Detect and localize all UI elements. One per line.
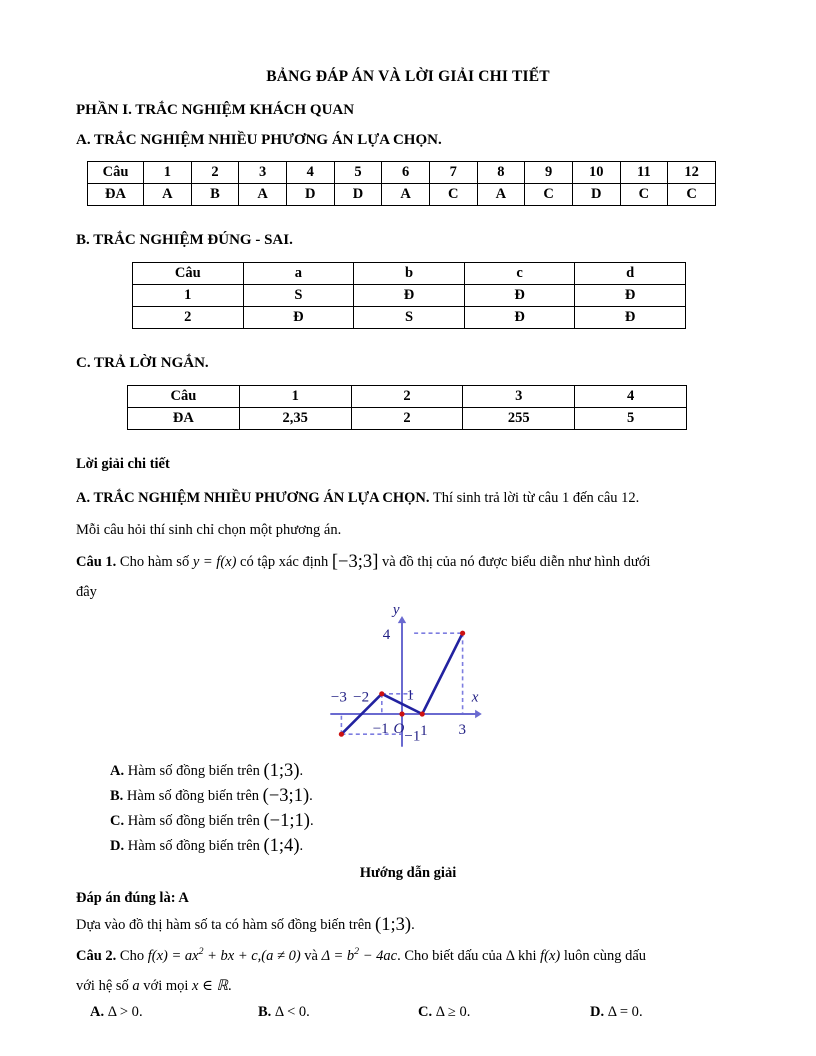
question-1-option-c[interactable] [76, 810, 740, 832]
shortanswer-table [127, 385, 687, 430]
question-2-text-4: khi [514, 947, 541, 964]
document-content [76, 68, 740, 1021]
table-row [88, 184, 716, 206]
sa-row-label-question: Câu [128, 386, 240, 408]
x-tick-1: 1 [420, 723, 428, 740]
solutions-section-a-rest: Thí sinh trả lời từ câu 1 đến câu 12. [429, 490, 640, 507]
section-c-heading: C. TRẢ LỜI NGẮN. [76, 355, 209, 371]
option-text: Δ < 0 [271, 1003, 307, 1020]
shortanswer-answer-cell: 255 [463, 408, 575, 430]
question-2-delta-symbol: Δ [505, 947, 515, 964]
mcq-answer-table [87, 161, 716, 206]
truefalse-header-cell: c [464, 263, 575, 285]
mcq-question-number: 10 [572, 162, 620, 184]
option-period: . [299, 763, 304, 780]
table-row [133, 285, 686, 307]
option-text: Hàm số đồng biến trên [124, 763, 264, 780]
option-interval: (−1;1) [263, 810, 310, 832]
option-letter: A. [110, 763, 125, 780]
question-2-option-a[interactable] [90, 1004, 258, 1021]
option-period: . [138, 1003, 143, 1020]
shortanswer-answer-cell: 2,35 [239, 408, 351, 430]
table-row [88, 162, 716, 184]
question-1-statement-cont: đây [76, 584, 97, 601]
question-1-option-b[interactable] [76, 785, 740, 807]
question-2-option-c[interactable] [418, 1004, 590, 1021]
section-a-heading: A. TRẮC NGHIỆM NHIỀU PHƯƠNG ÁN LỰA CHỌN. [76, 132, 442, 148]
option-text: Hàm số đồng biến trên [123, 788, 263, 805]
question-1-formula-2: [−3;3] [331, 551, 379, 573]
page-title: BẢNG ĐÁP ÁN VÀ LỜI GIẢI CHI TIẾT [266, 68, 550, 85]
mcq-question-number: 11 [620, 162, 668, 184]
table-row [133, 307, 686, 329]
sa-row-label-answer: ĐA [128, 408, 240, 430]
option-text: Δ ≥ 0 [432, 1003, 467, 1020]
question-2-statement-cont [76, 976, 740, 997]
question-2-formula-3: f(x) [540, 947, 561, 964]
question-1-graph-figure [76, 607, 740, 757]
mcq-question-number: 7 [429, 162, 477, 184]
truefalse-header-cell: a [243, 263, 354, 285]
option-letter: D. [110, 838, 125, 855]
question-2-options [76, 1004, 740, 1021]
option-letter: C. [418, 1003, 433, 1020]
truefalse-table-wrap [132, 262, 740, 329]
truefalse-cell: S [354, 307, 465, 329]
question-2-formula-1b: + bx + c,(a ≠ 0) [203, 947, 301, 964]
question-2-text-2: và [300, 947, 322, 964]
option-period: . [306, 1003, 310, 1020]
question-1-explain-post: . [411, 917, 415, 934]
mcq-question-number: 5 [334, 162, 382, 184]
mcq-question-number: 12 [668, 162, 716, 184]
solutions-section-a-line [76, 488, 740, 509]
question-1-correct-answer: Đáp án đúng là: A [76, 890, 189, 907]
mcq-row-label-answer: ĐA [88, 184, 144, 206]
truefalse-cell: Đ [354, 285, 465, 307]
question-2-line2-mid: với mọi [139, 977, 193, 994]
question-2-statement [76, 945, 740, 967]
solutions-heading: Lời giải chi tiết [76, 456, 170, 472]
question-2-label: Câu 2. [76, 947, 117, 964]
shortanswer-answer-cell: 5 [575, 408, 687, 430]
option-interval: (1;3) [263, 760, 300, 782]
option-letter: B. [258, 1003, 272, 1020]
option-letter: A. [90, 1003, 105, 1020]
mcq-answer-cell: C [525, 184, 573, 206]
shortanswer-question-number: 4 [575, 386, 687, 408]
mcq-answer-cell: C [668, 184, 716, 206]
option-text: Δ > 0 [104, 1003, 139, 1020]
truefalse-header-cell: Câu [133, 263, 244, 285]
shortanswer-question-number: 3 [463, 386, 575, 408]
mcq-answer-cell: A [239, 184, 287, 206]
truefalse-cell: 1 [133, 285, 244, 307]
question-1-option-d[interactable] [76, 835, 740, 857]
option-text: Hàm số đồng biến trên [124, 813, 264, 830]
option-interval: (1;4) [263, 835, 300, 857]
question-1-explain-interval: (1;3) [375, 914, 412, 936]
y-tick-4: 4 [382, 626, 391, 643]
axis-label-y: y [392, 607, 400, 619]
mcq-question-number: 8 [477, 162, 525, 184]
mcq-question-number: 2 [191, 162, 239, 184]
y-tick-1: 1 [406, 687, 414, 704]
shortanswer-question-number: 1 [239, 386, 351, 408]
shortanswer-table-wrap [127, 385, 740, 430]
x-tick-neg1: −1 [372, 721, 389, 738]
question-2-line2-end: . [227, 977, 232, 994]
question-2-line2-x: x ∈ ℝ [192, 977, 228, 994]
option-period: . [309, 788, 313, 805]
mcq-question-number: 4 [286, 162, 334, 184]
question-2-option-b[interactable] [258, 1004, 418, 1021]
mcq-answer-cell: B [191, 184, 239, 206]
truefalse-table [132, 262, 686, 329]
option-letter: C. [110, 813, 125, 830]
question-1-formula-1: y = f(x) [192, 554, 237, 571]
question-1-option-a[interactable] [76, 760, 740, 782]
question-2-line2-pre: với hệ số [76, 977, 133, 994]
truefalse-cell: 2 [133, 307, 244, 329]
mcq-answer-cell: A [144, 184, 192, 206]
mcq-row-label-question: Câu [88, 162, 144, 184]
option-period: . [466, 1003, 471, 1020]
table-header-row [133, 263, 686, 285]
solutions-section-a-bold: A. TRẮC NGHIỆM NHIỀU PHƯƠNG ÁN LỰA CHỌN. [76, 490, 430, 507]
question-1-explanation [76, 915, 740, 936]
question-2-formula-2b: − 4ac [359, 947, 398, 964]
mcq-answer-cell: A [382, 184, 430, 206]
truefalse-cell: S [243, 285, 354, 307]
question-2-text-3: . Cho biết dấu của [397, 947, 506, 964]
mcq-answer-cell: D [572, 184, 620, 206]
option-interval: (−3;1) [262, 785, 310, 807]
table-row [128, 386, 687, 408]
mcq-question-number: 6 [382, 162, 430, 184]
truefalse-cell: Đ [464, 285, 575, 307]
question-2-formula-2-exponent: 2 [354, 946, 360, 958]
truefalse-cell: Đ [243, 307, 354, 329]
truefalse-cell: Đ [575, 307, 686, 329]
truefalse-header-cell: b [354, 263, 465, 285]
graph-svg [76, 607, 740, 757]
question-1-options [76, 760, 740, 857]
mcq-answer-cell: C [620, 184, 668, 206]
x-tick-3: 3 [458, 722, 467, 739]
option-text: Hàm số đồng biến trên [124, 838, 264, 855]
table-row [128, 408, 687, 430]
shortanswer-question-number: 2 [351, 386, 463, 408]
truefalse-cell: Đ [575, 285, 686, 307]
question-2-formula-1-exponent: 2 [198, 946, 204, 958]
origin-label: O [393, 721, 405, 738]
mcq-answer-cell: D [334, 184, 382, 206]
mcq-answer-cell: A [477, 184, 525, 206]
question-1-label: Câu 1. [76, 554, 117, 571]
mcq-answer-cell: D [286, 184, 334, 206]
option-period: . [638, 1003, 643, 1020]
solutions-section-a-note: Mỗi câu hỏi thí sinh chỉ chọn một phương án. [76, 522, 342, 539]
option-period: . [299, 838, 304, 855]
question-2-text-1: Cho [116, 947, 148, 964]
question-1-text-1: Cho hàm số [116, 554, 193, 571]
shortanswer-answer-cell: 2 [351, 408, 463, 430]
option-text: Δ = 0 [604, 1003, 639, 1020]
option-letter: B. [110, 788, 124, 805]
truefalse-header-cell: d [575, 263, 686, 285]
question-1-explain-pre: Dựa vào đồ thị hàm số ta có hàm số đồng biến trên [76, 917, 376, 934]
question-2-option-d[interactable] [590, 1004, 643, 1021]
question-2-text-5: luôn cùng dấu [560, 947, 647, 964]
question-2-formula-2: Δ = b [321, 947, 355, 964]
option-period: . [309, 813, 314, 830]
mcq-answer-table-wrap [87, 161, 740, 206]
truefalse-cell: Đ [464, 307, 575, 329]
part-1-heading: PHẦN I. TRẮC NGHIỆM KHÁCH QUAN [76, 102, 355, 118]
question-1-statement [76, 552, 740, 573]
section-b-heading: B. TRẮC NGHIỆM ĐÚNG - SAI. [76, 232, 293, 248]
mcq-question-number: 3 [239, 162, 287, 184]
question-1-text-3: và đồ thị của nó được biểu diễn như hình dưới [378, 554, 651, 571]
question-2-line2-a: a [132, 977, 140, 994]
y-tick-neg1: −1 [404, 728, 421, 745]
guide-heading: Hướng dẫn giải [359, 865, 457, 882]
axis-label-x: x [471, 689, 479, 706]
question-2-formula-1: f(x) = ax [147, 947, 199, 964]
mcq-answer-cell: C [429, 184, 477, 206]
x-tick-neg2: −2 [353, 689, 370, 706]
question-1-text-2: có tập xác định [236, 554, 332, 571]
mcq-question-number: 1 [144, 162, 192, 184]
mcq-question-number: 9 [525, 162, 573, 184]
x-tick-neg3: −3 [330, 689, 347, 706]
option-letter: D. [590, 1003, 605, 1020]
